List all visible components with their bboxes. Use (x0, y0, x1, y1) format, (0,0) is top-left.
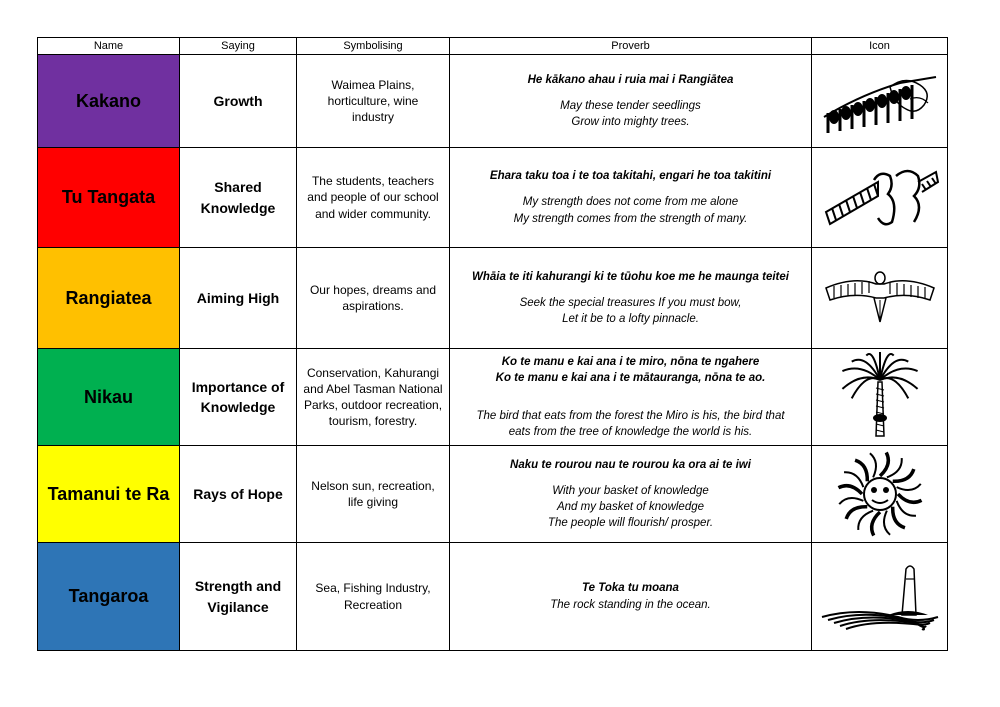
symbolising-cell-line: aspirations. (342, 299, 404, 313)
icon-cell (812, 543, 948, 651)
saying-cell-line: Shared (214, 179, 262, 196)
saying-cell-line: Knowledge (200, 199, 276, 216)
symbolising-cell (297, 446, 450, 543)
proverb-english (450, 483, 811, 531)
proverb-maori (450, 457, 811, 473)
proverb-maori-line: Naku te rourou nau te rourou ka ora ai te iwi (510, 458, 751, 471)
proverb-cell (450, 248, 812, 349)
saying-cell (180, 248, 297, 349)
symbolising-cell-line: horticulture, wine (327, 93, 419, 108)
header-proverb: Proverb (450, 38, 812, 55)
vineyard-icon (812, 65, 947, 137)
value-name: Rangiatea (38, 248, 180, 349)
saying-cell-line: Importance of (191, 378, 285, 395)
value-name: Tangaroa (38, 543, 180, 651)
icon-cell (812, 55, 948, 148)
proverb-cell (450, 446, 812, 543)
symbolising-cell-line: and wider community. (315, 206, 431, 221)
header-row (38, 38, 948, 55)
table-row (38, 446, 948, 543)
proverb-maori (450, 354, 811, 386)
nikau-palm-icon (812, 352, 947, 442)
proverb-english-line: And my basket of knowledge (556, 501, 705, 513)
proverb-english (450, 194, 811, 226)
proverb-english (450, 408, 811, 440)
symbolising-cell-line: industry (351, 110, 395, 125)
proverb-english-line: Let it be to a lofty pinnacle. (562, 313, 699, 326)
symbolising-cell (297, 543, 450, 651)
symbolising-cell-line: life giving (347, 495, 399, 509)
proverb-english-line: Grow into mighty trees. (571, 116, 690, 129)
saying-cell-line: Growth (213, 92, 263, 109)
proverb-maori (450, 168, 811, 184)
proverb-maori-line: Whāia te iti kahurangi ki te tūohu koe me he maunga teitei (472, 270, 789, 283)
proverb-maori-line: Te Toka tu moana (582, 582, 679, 595)
saying-cell-line: Rays of Hope (193, 485, 283, 502)
proverb-english-line: May these tender seedlings (560, 99, 701, 112)
symbolising-cell (297, 248, 450, 349)
symbolising-cell-line: and people of our school (307, 190, 439, 205)
proverb-maori (450, 580, 811, 596)
proverb-cell (450, 148, 812, 248)
proverb-cell (450, 349, 812, 446)
saying-cell (180, 543, 297, 651)
symbolising-cell-line: Nelson sun, recreation, (311, 478, 435, 493)
saying-cell (180, 148, 297, 248)
symbolising-cell (297, 55, 450, 148)
proverb-cell (450, 55, 812, 148)
symbolising-cell-line: Recreation (343, 597, 403, 612)
value-name: Nikau (38, 349, 180, 446)
proverb-english-line: eats from the tree of knowledge the world is his. (508, 426, 753, 439)
header-symbolising: Symbolising (297, 38, 450, 55)
saying-cell-line: Knowledge (200, 399, 276, 415)
symbolising-cell-line: Our hopes, dreams and (309, 282, 437, 297)
proverb-maori (450, 269, 811, 285)
proverb-english-line: My strength comes from the strength of many. (513, 212, 748, 225)
value-name: Tamanui te Ra (38, 446, 180, 543)
icon-cell (812, 248, 948, 349)
icon-cell (812, 446, 948, 543)
proverb-maori-line: Ehara taku toa i te toa takitahi, engari he toa takitini (489, 170, 772, 183)
proverb-english (450, 597, 811, 613)
header-saying: Saying (180, 38, 297, 55)
proverb-english-line: The bird that eats from the forest the Miro is his, the bird that (476, 410, 785, 422)
symbolising-cell-line: tourism, forestry. (328, 414, 418, 429)
proverb-english (450, 295, 811, 327)
symbolising-cell (297, 349, 450, 446)
saying-cell (180, 55, 297, 148)
table-row (38, 148, 948, 248)
saying-cell (180, 446, 297, 543)
table-row (38, 248, 948, 349)
proverb-english-line: With your basket of knowledge (552, 484, 709, 497)
symbolising-cell-line: Sea, Fishing Industry, (315, 581, 431, 596)
proverb-english-line: Seek the special treasures If you must bow, (519, 296, 742, 309)
symbolising-cell (297, 148, 450, 248)
table-row (38, 543, 948, 651)
proverb-english-line: The people will flourish/ prosper. (547, 517, 714, 530)
symbolising-cell-line: Waimea Plains, (331, 77, 415, 92)
proverb-english-line: My strength does not come from me alone (522, 196, 739, 209)
sun-icon (812, 448, 947, 540)
kite-bird-icon (812, 266, 947, 330)
proverb-english-line: The rock standing in the ocean. (550, 598, 711, 611)
saying-cell-line: Aiming High (196, 289, 280, 306)
proverb-cell (450, 543, 812, 651)
table-row (38, 349, 948, 446)
saying-cell-line: Vigilance (207, 598, 269, 615)
header-name: Name (38, 38, 180, 55)
symbolising-cell-line: and Abel Tasman National (303, 381, 443, 396)
icon-cell (812, 349, 948, 446)
values-table (37, 37, 948, 651)
proverb-english (450, 98, 811, 130)
proverb-maori-line: Ko te manu e kai ana i te miro, nōna te ngahere (501, 355, 760, 368)
people-weaving-icon (812, 162, 947, 234)
icon-cell (812, 148, 948, 248)
symbolising-cell-line: Conservation, Kahurangi (306, 365, 440, 380)
value-name: Tu Tangata (38, 148, 180, 248)
table-row (38, 55, 948, 148)
proverb-maori-line: Ko te manu e kai ana i te mātauranga, nōna te ao. (495, 371, 766, 384)
lighthouse-icon (812, 557, 947, 637)
saying-cell-line: Strength and (194, 578, 282, 595)
value-name: Kakano (38, 55, 180, 148)
header-icon: Icon (812, 38, 948, 55)
saying-cell (180, 349, 297, 446)
symbolising-cell-line: The students, teachers (311, 174, 435, 189)
proverb-maori (450, 72, 811, 88)
proverb-maori-line: He kākano ahau i ruia mai i Rangiātea (527, 73, 734, 86)
symbolising-cell-line: Parks, outdoor recreation, (303, 398, 443, 412)
